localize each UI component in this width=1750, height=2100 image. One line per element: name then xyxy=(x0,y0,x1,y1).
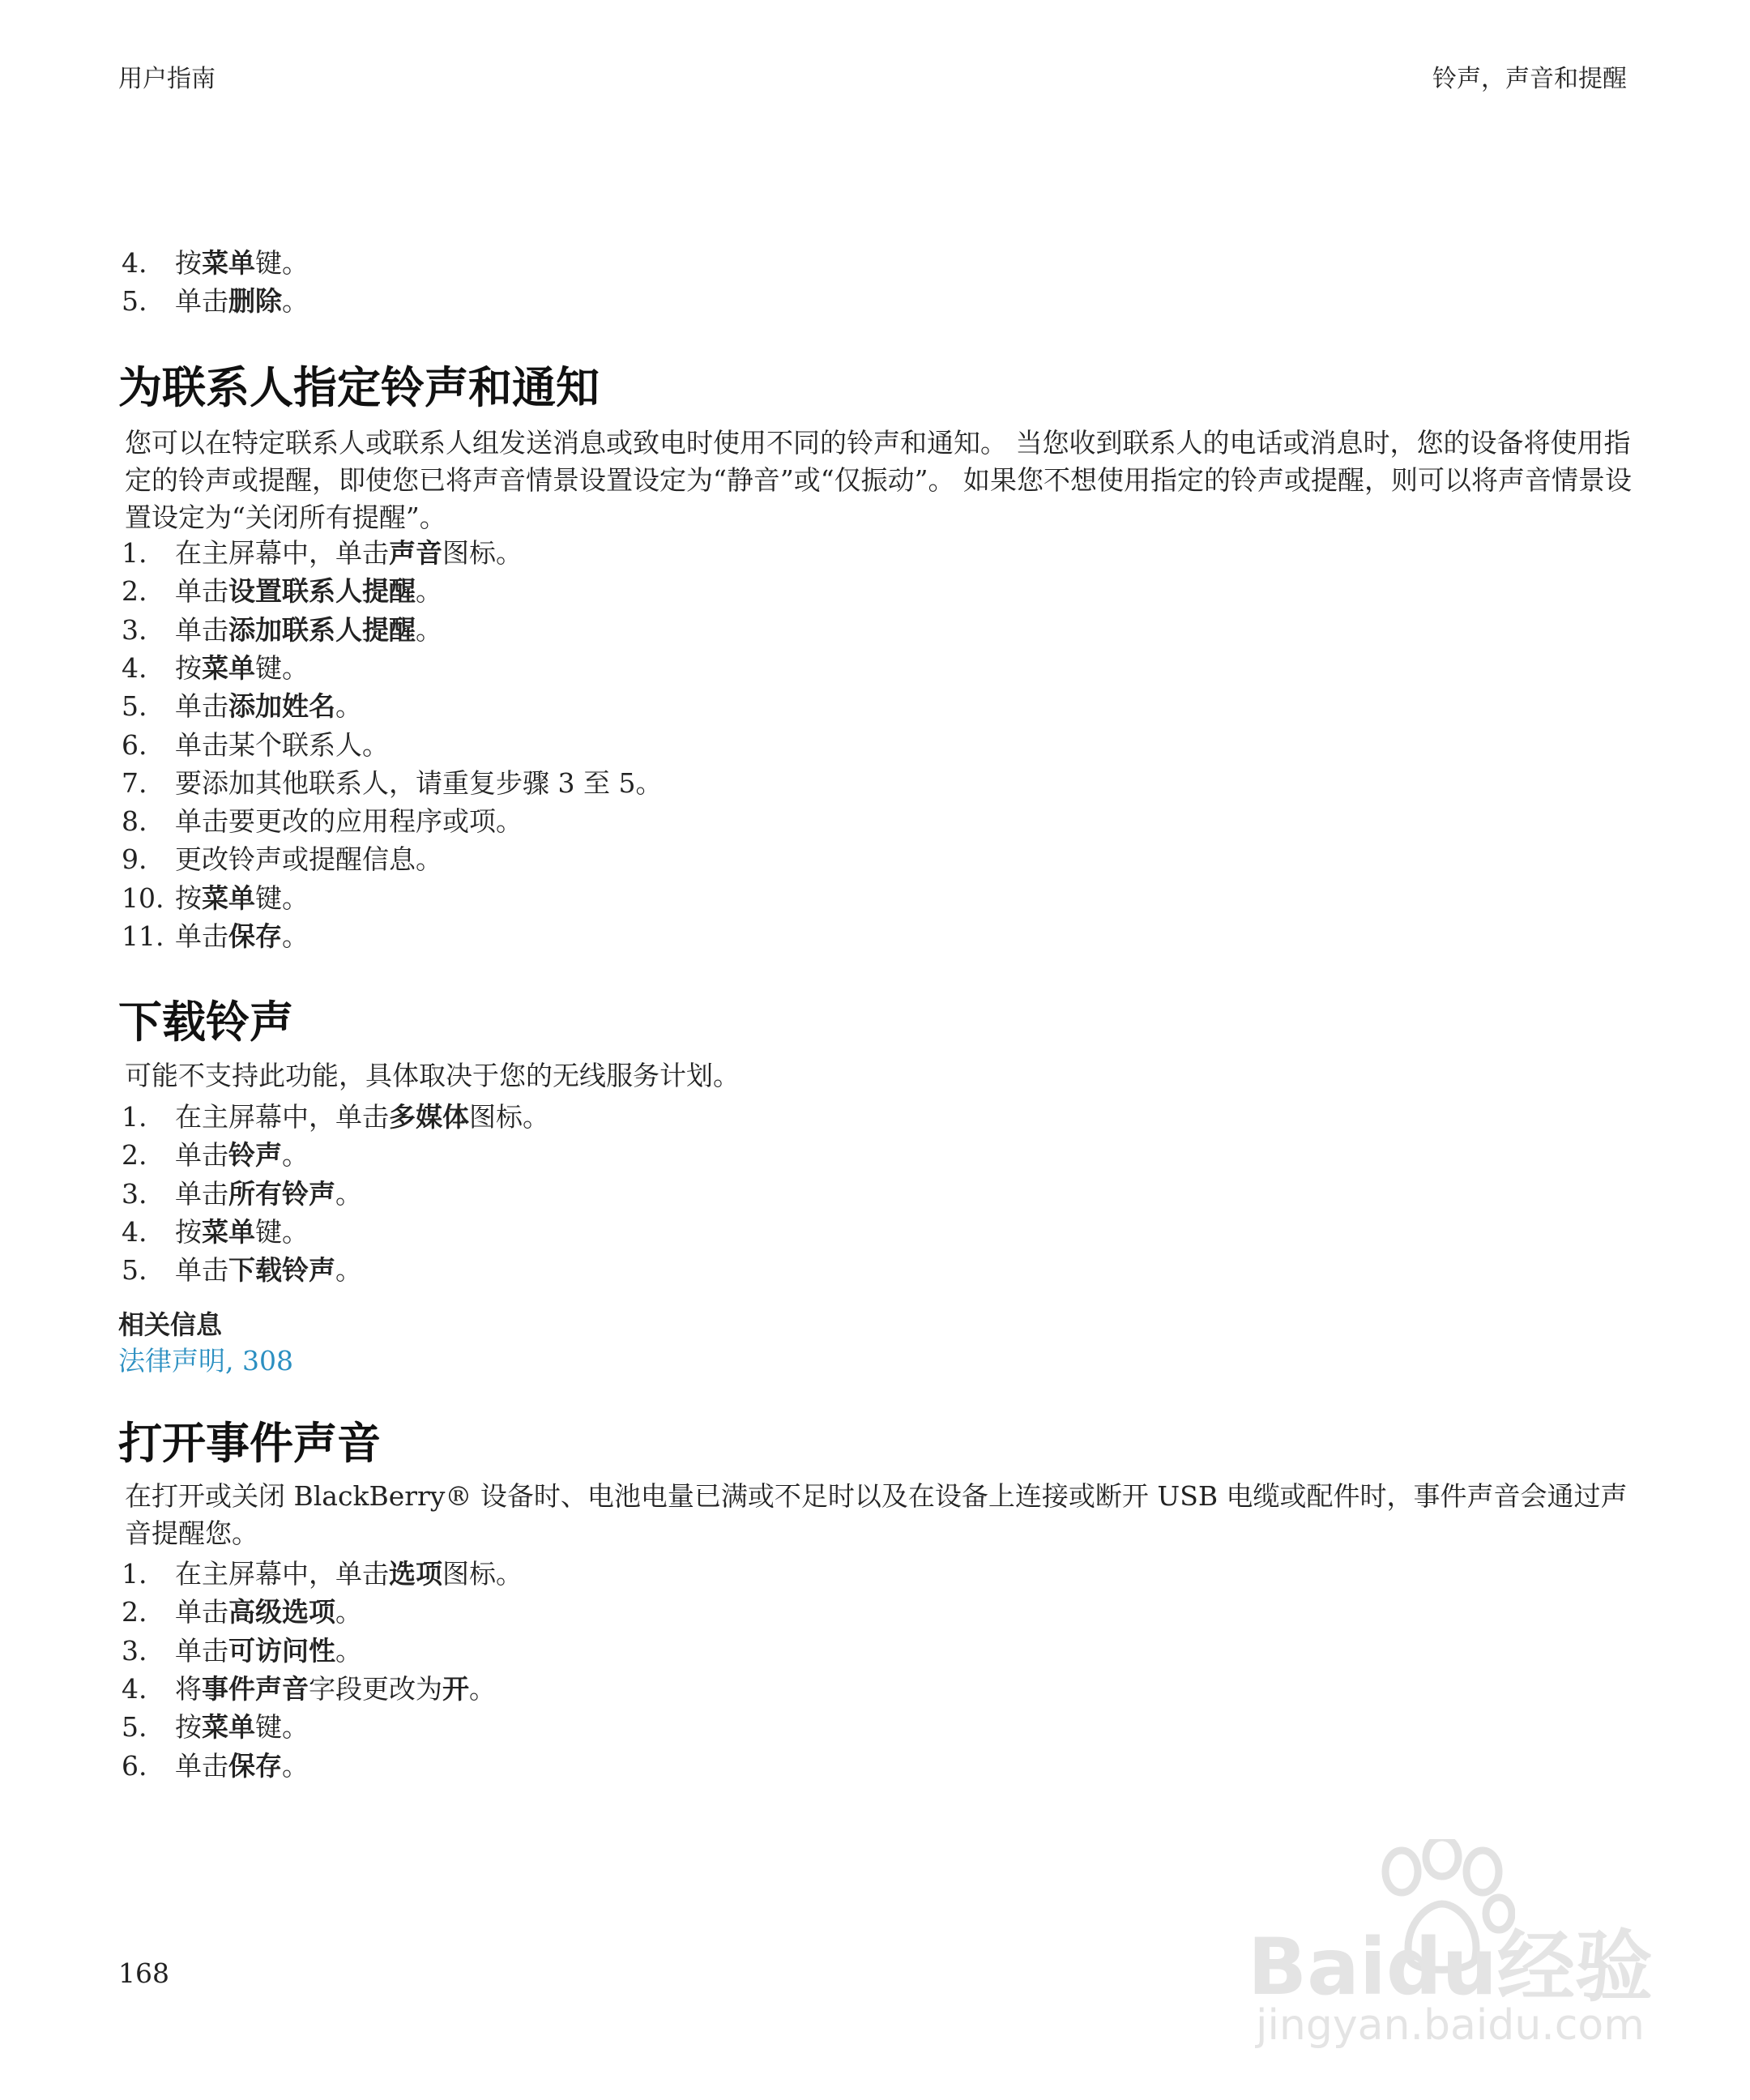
step-text: 单击 xyxy=(175,1596,228,1628)
section-intro-download-ringtones: 可能不支持此功能，具体取决于您的无线服务计划。 xyxy=(125,1060,740,1091)
step-text: 。 xyxy=(335,1596,362,1628)
step-text: 键。 xyxy=(255,247,309,279)
step-text: 。 xyxy=(335,1254,362,1287)
step-text: 图标。 xyxy=(442,1558,523,1590)
step-item xyxy=(122,650,309,687)
step-number: 2. xyxy=(122,1596,147,1628)
step-number: 3. xyxy=(122,613,147,646)
ui-term: 添加姓名 xyxy=(228,690,335,723)
step-number: 1. xyxy=(122,1558,147,1590)
ui-term: 铃声 xyxy=(228,1139,282,1172)
ui-term: 多媒体 xyxy=(389,1101,469,1133)
step-text: 键。 xyxy=(255,1711,309,1744)
step-number: 6. xyxy=(122,1749,147,1782)
step-item xyxy=(122,1137,309,1174)
step-text: 在主屏幕中，单击 xyxy=(175,537,389,569)
step-item xyxy=(122,1594,362,1631)
ui-term: 菜单 xyxy=(202,1711,255,1744)
step-text: 。 xyxy=(282,1749,309,1782)
step-text: 按 xyxy=(175,881,202,914)
step-text: 按 xyxy=(175,1711,202,1744)
section-title-download-ringtones: 下载铃声 xyxy=(118,997,293,1048)
ui-term: 高级选项 xyxy=(228,1596,335,1628)
ui-term: 保存 xyxy=(228,1749,282,1782)
step-item xyxy=(122,880,309,917)
step-text: 要添加其他联系人，请重复步骤 3 至 5。 xyxy=(175,766,663,799)
step-item xyxy=(122,1748,309,1785)
ui-term: 可访问性 xyxy=(228,1634,335,1667)
ui-term: 选项 xyxy=(389,1558,442,1590)
running-header-right: 铃声，声音和提醒 xyxy=(1432,65,1627,93)
step-item xyxy=(122,765,662,802)
step-item xyxy=(122,612,442,649)
ui-term: 所有铃声 xyxy=(228,1177,335,1210)
step-number: 4. xyxy=(122,651,147,684)
step-text: 。 xyxy=(416,613,442,646)
step-text: 单击 xyxy=(175,920,228,952)
step-number: 3. xyxy=(122,1177,147,1210)
step-text: 图标。 xyxy=(442,537,523,569)
step-item xyxy=(122,573,442,610)
step-item xyxy=(122,688,362,725)
step-text: 。 xyxy=(282,1139,309,1172)
step-text: 字段更改为 xyxy=(309,1672,442,1705)
step-text: 按 xyxy=(175,247,202,279)
step-text: 单击某个联系人。 xyxy=(175,728,389,761)
step-text: 。 xyxy=(335,1177,362,1210)
step-number: 5. xyxy=(122,285,147,318)
step-number: 4. xyxy=(122,247,147,279)
step-text: 单击 xyxy=(175,690,228,723)
step-text: 。 xyxy=(416,575,442,608)
step-number: 2. xyxy=(122,1139,147,1172)
step-text: 键。 xyxy=(255,651,309,684)
step-text: 单击 xyxy=(175,1254,228,1287)
step-item xyxy=(122,841,442,878)
legal-notice-link[interactable]: 法律声明, 308 xyxy=(118,1345,293,1377)
ui-term: 菜单 xyxy=(202,1215,255,1248)
step-item xyxy=(122,918,309,955)
step-number: 9. xyxy=(122,843,147,876)
step-number: 5. xyxy=(122,690,147,723)
ui-term: 保存 xyxy=(228,920,282,952)
step-number: 10. xyxy=(122,881,164,914)
ui-term: 添加联系人提醒 xyxy=(228,613,416,646)
step-item xyxy=(122,1633,362,1670)
step-item xyxy=(122,283,309,320)
ui-term: 菜单 xyxy=(202,651,255,684)
step-item xyxy=(122,1176,362,1213)
step-text: 单击 xyxy=(175,285,228,318)
step-text: 。 xyxy=(282,285,309,318)
ui-term: 菜单 xyxy=(202,247,255,279)
step-text: 单击 xyxy=(175,1749,228,1782)
step-text: 键。 xyxy=(255,881,309,914)
step-item xyxy=(122,245,309,282)
step-text: 单击 xyxy=(175,613,228,646)
step-item xyxy=(122,803,523,840)
step-number: 4. xyxy=(122,1672,147,1705)
step-text: 。 xyxy=(282,920,309,952)
step-text: 在主屏幕中，单击 xyxy=(175,1558,389,1590)
step-text: 将 xyxy=(175,1672,202,1705)
step-text: 更改铃声或提醒信息。 xyxy=(175,843,442,876)
step-number: 1. xyxy=(122,1101,147,1133)
step-text: 图标。 xyxy=(469,1101,549,1133)
step-item xyxy=(122,1252,362,1289)
step-number: 6. xyxy=(122,728,147,761)
running-header-left: 用户指南 xyxy=(118,65,216,93)
watermark-logo-text: Baidu经验 xyxy=(1248,1922,1653,2012)
step-item xyxy=(122,1556,523,1593)
step-text: 。 xyxy=(335,1634,362,1667)
step-text: 单击 xyxy=(175,1177,228,1210)
step-item xyxy=(122,1099,549,1136)
section-title-contact-ringtones: 为联系人指定铃声和通知 xyxy=(118,362,600,413)
step-number: 5. xyxy=(122,1254,147,1287)
baidu-watermark xyxy=(1248,1839,1669,2082)
step-item xyxy=(122,535,523,572)
ui-term: 菜单 xyxy=(202,881,255,914)
step-number: 4. xyxy=(122,1215,147,1248)
step-item xyxy=(122,1214,309,1251)
section-intro-event-sounds: 在打开或关闭 BlackBerry® 设备时、电池电量已满或不足时以及在设备上连接或断开 USB 电缆或配件时，事件声音会通过声音提醒您。 xyxy=(125,1480,1628,1549)
ui-term: 声音 xyxy=(389,537,442,569)
step-number: 5. xyxy=(122,1711,147,1744)
step-number: 8. xyxy=(122,805,147,838)
step-text: 单击 xyxy=(175,575,228,608)
step-text: 在主屏幕中，单击 xyxy=(175,1101,389,1133)
step-item xyxy=(122,1671,496,1708)
step-text: 单击要更改的应用程序或项。 xyxy=(175,805,523,838)
step-text: 键。 xyxy=(255,1215,309,1248)
step-number: 1. xyxy=(122,537,147,569)
step-item xyxy=(122,1709,309,1746)
step-text: 按 xyxy=(175,651,202,684)
step-number: 11. xyxy=(122,920,164,952)
step-text: 单击 xyxy=(175,1634,228,1667)
section-title-event-sounds: 打开事件声音 xyxy=(118,1418,381,1469)
step-item xyxy=(122,727,389,764)
ui-term: 删除 xyxy=(228,285,282,318)
step-text: 。 xyxy=(469,1672,496,1705)
ui-term: 设置联系人提醒 xyxy=(228,575,416,608)
watermark-url: jingyan.baidu.com xyxy=(1256,2001,1645,2050)
page-number: 168 xyxy=(118,1957,169,1989)
ui-term: 下载铃声 xyxy=(228,1254,335,1287)
step-text: 单击 xyxy=(175,1139,228,1172)
step-number: 3. xyxy=(122,1634,147,1667)
ui-term: 事件声音 xyxy=(202,1672,309,1705)
ui-term: 开 xyxy=(442,1672,469,1705)
step-text: 。 xyxy=(335,690,362,723)
step-number: 2. xyxy=(122,575,147,608)
step-number: 7. xyxy=(122,766,147,799)
section-intro-contact-ringtones: 您可以在特定联系人或联系人组发送消息或致电时使用不同的铃声和通知。 当您收到联系人的电话或消息时，您的设备将使用指定的铃声或提醒，即使您已将声音情景设置设定为“静音”或“仅振动”。 如果您不想使用指定的铃声或提醒，则可以将声音情景设置设定为“关闭所有提醒”。 xyxy=(125,427,1632,533)
step-text: 按 xyxy=(175,1215,202,1248)
related-info-heading: 相关信息 xyxy=(118,1309,223,1340)
